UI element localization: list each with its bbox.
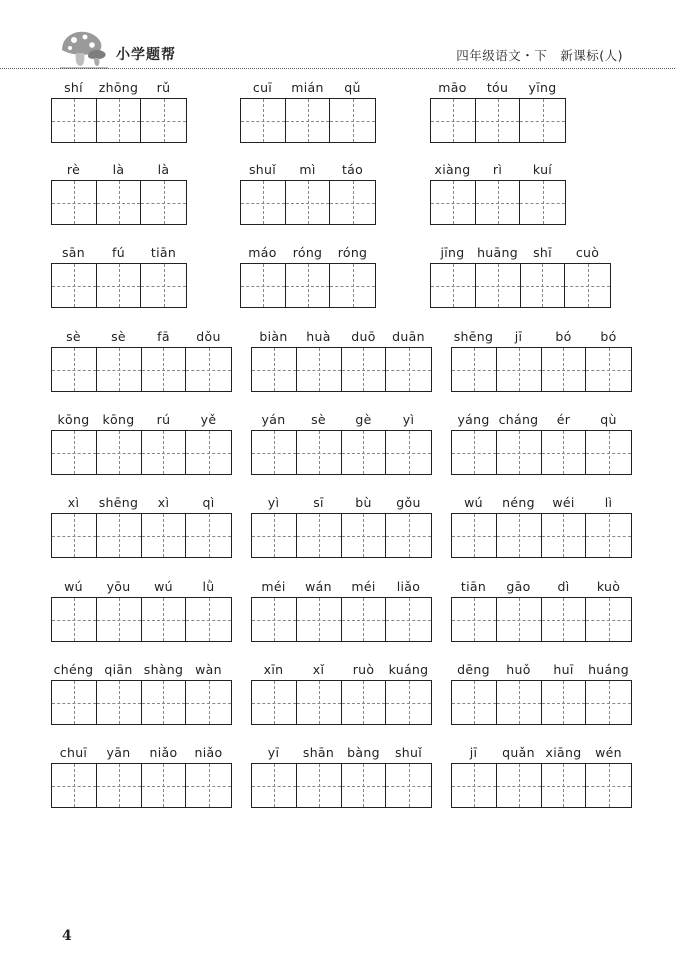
tianzige-cell[interactable] <box>52 681 97 724</box>
tianzige-cell[interactable] <box>97 514 142 557</box>
tianzige-cell[interactable] <box>141 264 186 307</box>
pinyin-syllable: yīng <box>528 80 557 95</box>
pinyin-syllable: tóu <box>486 80 509 95</box>
pinyin-syllable: huāng <box>477 245 518 260</box>
pinyin-syllable: tiān <box>150 245 177 260</box>
tianzige-cell[interactable] <box>342 764 387 807</box>
tianzige-cell[interactable] <box>297 348 342 391</box>
pinyin-syllable: sān <box>62 245 85 260</box>
tianzige-cell[interactable] <box>297 598 342 641</box>
pinyin-syllable: qiān <box>104 662 133 677</box>
writing-grid <box>51 347 232 392</box>
pinyin-syllable: wú <box>464 495 483 510</box>
pinyin-syllable: kuò <box>596 579 621 594</box>
tianzige-cell[interactable] <box>297 431 342 474</box>
tianzige-cell[interactable] <box>241 181 286 224</box>
pinyin-row <box>240 162 375 180</box>
pinyin-row <box>451 579 631 597</box>
tianzige-cell[interactable] <box>186 514 231 557</box>
pinyin-syllable: rì <box>492 162 503 177</box>
pinyin-syllable: cuī <box>252 80 273 95</box>
pinyin-syllable: jī <box>469 745 478 760</box>
tianzige-cell[interactable] <box>342 348 387 391</box>
writing-grid <box>240 263 376 308</box>
pinyin-syllable: shēng <box>453 329 494 344</box>
page-number: 4 <box>62 928 72 944</box>
tianzige-cell[interactable] <box>497 431 542 474</box>
pinyin-syllable: cuò <box>575 245 600 260</box>
pinyin-row <box>430 80 565 98</box>
pinyin-syllable: kuáng <box>388 662 429 677</box>
pinyin-row <box>240 245 375 263</box>
pinyin-syllable: shuǐ <box>248 162 277 177</box>
pinyin-syllable: yě <box>200 412 217 427</box>
mushroom-logo-icon <box>58 26 110 70</box>
pinyin-syllable: māo <box>438 80 467 95</box>
writing-grid <box>51 513 232 558</box>
writing-grid <box>240 98 376 143</box>
tianzige-cell[interactable] <box>141 181 186 224</box>
tianzige-cell[interactable] <box>386 598 431 641</box>
writing-grid <box>51 680 232 725</box>
pinyin-syllable: gāo <box>506 579 531 594</box>
tianzige-cell[interactable] <box>342 431 387 474</box>
tianzige-cell[interactable] <box>142 681 187 724</box>
tianzige-cell[interactable] <box>476 181 521 224</box>
pinyin-row <box>451 412 631 430</box>
writing-grid <box>240 180 376 225</box>
pinyin-syllable: wú <box>154 579 173 594</box>
pinyin-row <box>251 495 431 513</box>
writing-grid <box>51 763 232 808</box>
tianzige-cell[interactable] <box>97 264 142 307</box>
tianzige-cell[interactable] <box>330 264 375 307</box>
pinyin-syllable: shí <box>64 80 83 95</box>
tianzige-cell[interactable] <box>386 764 431 807</box>
pinyin-syllable: dǒu <box>196 329 221 344</box>
tianzige-cell[interactable] <box>52 181 97 224</box>
tianzige-cell[interactable] <box>586 764 631 807</box>
tianzige-cell[interactable] <box>286 181 331 224</box>
pinyin-syllable: róng <box>292 245 323 260</box>
pinyin-syllable: chéng <box>53 662 94 677</box>
tianzige-cell[interactable] <box>252 431 297 474</box>
pinyin-row <box>51 245 186 263</box>
writing-grid <box>430 263 611 308</box>
pinyin-row <box>51 579 231 597</box>
tianzige-cell[interactable] <box>386 348 431 391</box>
pinyin-syllable: huáng <box>588 662 629 677</box>
pinyin-syllable: qì <box>202 495 215 510</box>
tianzige-cell[interactable] <box>520 99 565 142</box>
tianzige-cell[interactable] <box>542 514 587 557</box>
pinyin-syllable: niǎo <box>194 745 223 760</box>
writing-grid <box>451 347 632 392</box>
tianzige-cell[interactable] <box>52 764 97 807</box>
writing-grid <box>251 680 432 725</box>
pinyin-syllable: huà <box>306 329 331 344</box>
tianzige-cell[interactable] <box>565 264 610 307</box>
pinyin-syllable: cháng <box>498 412 539 427</box>
writing-grid <box>51 180 187 225</box>
pinyin-syllable: mì <box>299 162 316 177</box>
pinyin-syllable: wàn <box>195 662 222 677</box>
tianzige-cell[interactable] <box>497 598 542 641</box>
pinyin-syllable: dēng <box>457 662 490 677</box>
tianzige-cell[interactable] <box>431 99 476 142</box>
pinyin-row <box>451 745 631 763</box>
writing-grid <box>51 597 232 642</box>
tianzige-cell[interactable] <box>452 681 497 724</box>
tianzige-cell[interactable] <box>521 264 566 307</box>
tianzige-cell[interactable] <box>252 681 297 724</box>
pinyin-syllable: fú <box>112 245 125 260</box>
pinyin-syllable: lì <box>604 495 613 510</box>
tianzige-cell[interactable] <box>286 264 331 307</box>
pinyin-syllable: wán <box>305 579 332 594</box>
pinyin-row <box>51 329 231 347</box>
pinyin-syllable: kōng <box>57 412 90 427</box>
writing-grid <box>430 180 566 225</box>
pinyin-syllable: méi <box>351 579 376 594</box>
tianzige-cell[interactable] <box>497 681 542 724</box>
tianzige-cell[interactable] <box>97 99 142 142</box>
tianzige-cell[interactable] <box>97 681 142 724</box>
tianzige-cell[interactable] <box>452 764 497 807</box>
tianzige-cell[interactable] <box>297 514 342 557</box>
tianzige-cell[interactable] <box>386 514 431 557</box>
pinyin-row <box>430 162 565 180</box>
tianzige-cell[interactable] <box>586 514 631 557</box>
pinyin-row <box>430 245 610 263</box>
tianzige-cell[interactable] <box>241 99 286 142</box>
pinyin-syllable: bàng <box>347 745 380 760</box>
writing-grid <box>451 597 632 642</box>
tianzige-cell[interactable] <box>52 431 97 474</box>
writing-grid <box>430 98 566 143</box>
tianzige-cell[interactable] <box>252 598 297 641</box>
tianzige-cell[interactable] <box>542 348 587 391</box>
pinyin-syllable: wéi <box>552 495 575 510</box>
pinyin-row <box>451 329 631 347</box>
tianzige-cell[interactable] <box>142 348 187 391</box>
tianzige-cell[interactable] <box>186 681 231 724</box>
writing-grid <box>451 513 632 558</box>
tianzige-cell[interactable] <box>97 431 142 474</box>
pinyin-syllable: jīng <box>440 245 465 260</box>
pinyin-syllable: ruò <box>352 662 375 677</box>
pinyin-syllable: kuí <box>532 162 553 177</box>
page-header <box>0 0 675 80</box>
pinyin-row <box>51 162 186 180</box>
pinyin-syllable: sī <box>313 495 324 510</box>
tianzige-cell[interactable] <box>142 598 187 641</box>
tianzige-cell[interactable] <box>97 348 142 391</box>
pinyin-syllable: qǔ <box>344 80 361 95</box>
tianzige-cell[interactable] <box>452 514 497 557</box>
pinyin-syllable: ér <box>556 412 571 427</box>
pinyin-syllable: yōu <box>106 579 131 594</box>
tianzige-cell[interactable] <box>297 681 342 724</box>
tianzige-cell[interactable] <box>97 764 142 807</box>
tianzige-cell[interactable] <box>386 681 431 724</box>
pinyin-row <box>251 579 431 597</box>
pinyin-row <box>251 745 431 763</box>
writing-grid <box>251 763 432 808</box>
pinyin-row <box>51 745 231 763</box>
pinyin-row <box>240 80 375 98</box>
writing-grid <box>251 513 432 558</box>
tianzige-cell[interactable] <box>586 431 631 474</box>
pinyin-syllable: gǒu <box>396 495 421 510</box>
pinyin-syllable: bù <box>355 495 372 510</box>
writing-grid <box>451 680 632 725</box>
tianzige-cell[interactable] <box>520 181 565 224</box>
tianzige-cell[interactable] <box>330 99 375 142</box>
tianzige-cell[interactable] <box>586 598 631 641</box>
pinyin-syllable: duō <box>351 329 376 344</box>
pinyin-syllable: yán <box>261 412 286 427</box>
writing-grid <box>251 430 432 475</box>
tianzige-cell[interactable] <box>342 681 387 724</box>
pinyin-syllable: mián <box>291 80 324 95</box>
tianzige-cell[interactable] <box>297 764 342 807</box>
tianzige-cell[interactable] <box>542 598 587 641</box>
pinyin-syllable: là <box>112 162 125 177</box>
tianzige-cell[interactable] <box>431 264 476 307</box>
pinyin-syllable: niǎo <box>149 745 178 760</box>
pinyin-syllable: xì <box>67 495 80 510</box>
pinyin-syllable: liǎo <box>396 579 421 594</box>
pinyin-syllable: xǐ <box>312 662 325 677</box>
pinyin-row <box>451 662 631 680</box>
tianzige-cell[interactable] <box>186 431 231 474</box>
tianzige-cell[interactable] <box>142 431 187 474</box>
pinyin-syllable: yān <box>106 745 131 760</box>
pinyin-syllable: shēng <box>98 495 139 510</box>
tianzige-cell[interactable] <box>142 514 187 557</box>
pinyin-syllable: biàn <box>259 329 288 344</box>
tianzige-cell[interactable] <box>586 681 631 724</box>
tianzige-cell[interactable] <box>52 348 97 391</box>
writing-grid <box>451 430 632 475</box>
tianzige-cell[interactable] <box>186 598 231 641</box>
pinyin-row <box>51 495 231 513</box>
tianzige-cell[interactable] <box>252 514 297 557</box>
pinyin-row <box>51 412 231 430</box>
tianzige-cell[interactable] <box>386 431 431 474</box>
pinyin-syllable: là <box>157 162 170 177</box>
tianzige-cell[interactable] <box>342 598 387 641</box>
pinyin-syllable: wén <box>595 745 622 760</box>
tianzige-cell[interactable] <box>452 348 497 391</box>
tianzige-cell[interactable] <box>252 764 297 807</box>
pinyin-syllable: chuī <box>59 745 88 760</box>
tianzige-cell[interactable] <box>542 681 587 724</box>
pinyin-syllable: quǎn <box>502 745 535 760</box>
pinyin-syllable: fā <box>157 329 170 344</box>
tianzige-cell[interactable] <box>497 764 542 807</box>
pinyin-syllable: yáng <box>457 412 490 427</box>
pinyin-syllable: qù <box>600 412 617 427</box>
pinyin-syllable: bó <box>555 329 572 344</box>
pinyin-syllable: tiān <box>460 579 487 594</box>
tianzige-cell[interactable] <box>52 264 97 307</box>
pinyin-syllable: zhōng <box>98 80 139 95</box>
tianzige-cell[interactable] <box>452 431 497 474</box>
pinyin-syllable: duān <box>392 329 425 344</box>
tianzige-cell[interactable] <box>97 181 142 224</box>
pinyin-syllable: gè <box>355 412 372 427</box>
pinyin-syllable: yì <box>402 412 415 427</box>
pinyin-syllable: táo <box>341 162 364 177</box>
pinyin-syllable: dì <box>557 579 570 594</box>
pinyin-syllable: huǒ <box>506 662 531 677</box>
book-subtitle: 四年级语文・下 新课标(人) <box>456 48 623 63</box>
pinyin-syllable: jī <box>514 329 523 344</box>
tianzige-cell[interactable] <box>252 348 297 391</box>
pinyin-syllable: lǜ <box>202 579 215 594</box>
pinyin-syllable: sè <box>111 329 126 344</box>
pinyin-row <box>51 662 231 680</box>
pinyin-syllable: shān <box>302 745 335 760</box>
tianzige-cell[interactable] <box>97 598 142 641</box>
tianzige-cell[interactable] <box>186 348 231 391</box>
header-divider <box>0 68 675 69</box>
pinyin-syllable: rǔ <box>156 80 171 95</box>
tianzige-cell[interactable] <box>241 264 286 307</box>
tianzige-cell[interactable] <box>142 764 187 807</box>
pinyin-syllable: shī <box>533 245 552 260</box>
pinyin-row <box>251 329 431 347</box>
writing-grid <box>251 597 432 642</box>
tianzige-cell[interactable] <box>497 514 542 557</box>
tianzige-cell[interactable] <box>186 764 231 807</box>
tianzige-cell[interactable] <box>497 348 542 391</box>
tianzige-cell[interactable] <box>542 431 587 474</box>
pinyin-syllable: méi <box>261 579 286 594</box>
tianzige-cell[interactable] <box>141 99 186 142</box>
pinyin-syllable: xiāng <box>545 745 582 760</box>
pinyin-syllable: yì <box>267 495 280 510</box>
tianzige-cell[interactable] <box>52 99 97 142</box>
tianzige-cell[interactable] <box>476 99 521 142</box>
pinyin-syllable: róng <box>337 245 368 260</box>
pinyin-syllable: shuǐ <box>394 745 423 760</box>
pinyin-syllable: xiàng <box>434 162 471 177</box>
pinyin-syllable: néng <box>502 495 535 510</box>
brand-title: 小学题帮 <box>116 47 176 63</box>
pinyin-syllable: xì <box>157 495 170 510</box>
pinyin-syllable: shàng <box>143 662 184 677</box>
pinyin-syllable: yī <box>267 745 280 760</box>
writing-grid <box>251 347 432 392</box>
tianzige-cell[interactable] <box>542 764 587 807</box>
tianzige-cell[interactable] <box>330 181 375 224</box>
tianzige-cell[interactable] <box>452 598 497 641</box>
pinyin-syllable: xīn <box>263 662 284 677</box>
tianzige-cell[interactable] <box>431 181 476 224</box>
pinyin-syllable: máo <box>248 245 277 260</box>
tianzige-cell[interactable] <box>342 514 387 557</box>
pinyin-syllable: huī <box>553 662 574 677</box>
pinyin-syllable: wú <box>64 579 83 594</box>
writing-grid <box>51 430 232 475</box>
pinyin-row <box>51 80 186 98</box>
tianzige-cell[interactable] <box>52 514 97 557</box>
pinyin-syllable: rú <box>156 412 171 427</box>
pinyin-syllable: kōng <box>102 412 135 427</box>
pinyin-row <box>451 495 631 513</box>
pinyin-syllable: sè <box>311 412 326 427</box>
tianzige-cell[interactable] <box>286 99 331 142</box>
writing-grid <box>51 263 187 308</box>
pinyin-row <box>251 662 431 680</box>
tianzige-cell[interactable] <box>52 598 97 641</box>
pinyin-row <box>251 412 431 430</box>
writing-grid <box>51 98 187 143</box>
writing-grid <box>451 763 632 808</box>
tianzige-cell[interactable] <box>476 264 521 307</box>
pinyin-syllable: sè <box>66 329 81 344</box>
tianzige-cell[interactable] <box>586 348 631 391</box>
pinyin-syllable: bó <box>600 329 617 344</box>
pinyin-syllable: rè <box>66 162 81 177</box>
